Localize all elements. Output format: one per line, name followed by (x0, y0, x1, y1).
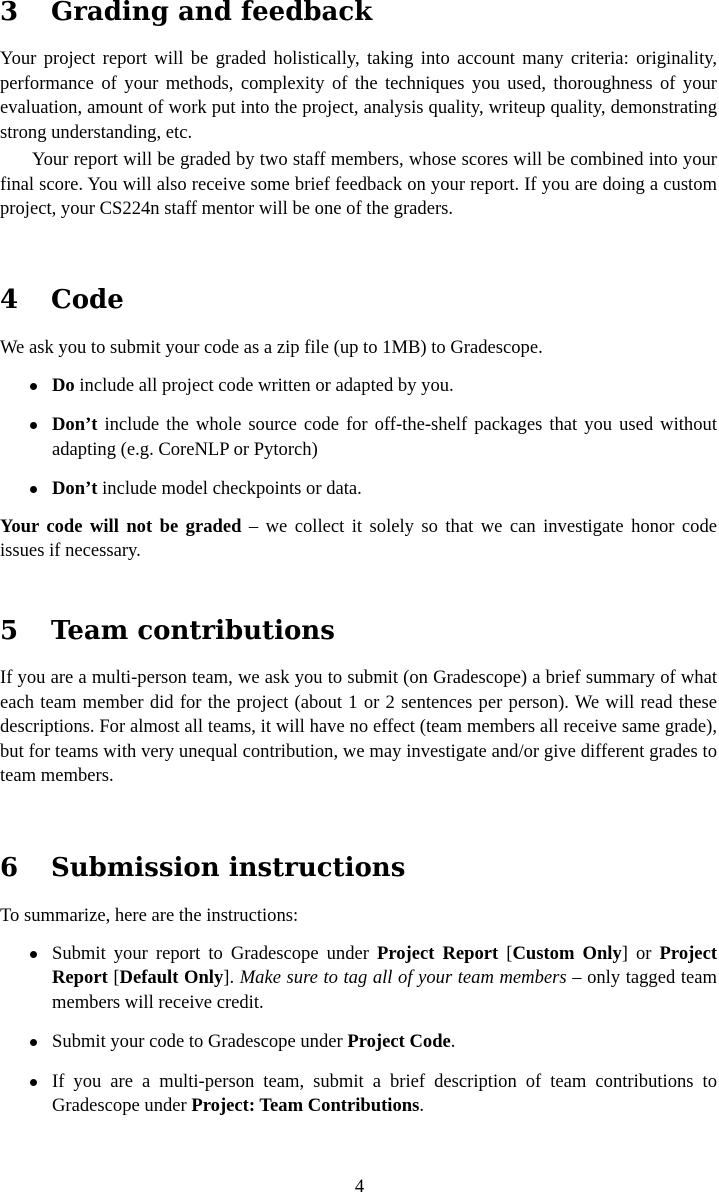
bullet-text: include the whole source code for off-the-shelf packages that you used without adapting (e.g. CoreNLP or Pytorch) (52, 414, 717, 460)
team-paragraph: If you are a multi-person team, we ask you to submit (on Gradescope) a brief summary of what each team member did for the project (about 1 or 2 sentences per person). We will read these descriptions. For almost all teams, it will have no effect (team members all receive same grade), but for teams with very unequal contribution, we may investigate and/or give different grades to team members. (0, 667, 717, 786)
section-title: Code (51, 285, 124, 315)
bullet-text: [ (498, 942, 513, 964)
bullet-emphasis: Default Only (119, 967, 224, 988)
bullet-icon (30, 422, 37, 429)
bullet-emphasis: Project Report (52, 942, 718, 988)
bullet-emphasis: Don’t (52, 414, 98, 435)
submission-body (0, 904, 717, 1119)
bullet-icon (30, 1039, 37, 1046)
section-heading (0, 0, 717, 27)
bullet-italic-note: Make sure to tag all of your team members (239, 967, 567, 988)
bullet-text: – only tagged team members will receive credit. (52, 967, 717, 1013)
bullet-emphasis: Project Report (376, 942, 499, 964)
bullet-text: . (419, 1095, 424, 1116)
section-title: Team contributions (51, 616, 335, 646)
grading-paragraph-2: Your report will be graded by two staff members, whose scores will be combined into your final score. You will also receive some brief feedback on your report. If you are doing a custom project, your CS224n staff mentor will be one of the graders. (0, 149, 717, 219)
code-closing (0, 515, 717, 564)
bullet-text: Submit your report to Gradescope under (52, 942, 377, 964)
bullet-emphasis: Do (52, 374, 75, 396)
code-bullet-item (0, 477, 717, 502)
submission-bullet-item (0, 942, 717, 1016)
bullet-icon (30, 383, 37, 390)
code-body (0, 336, 717, 564)
grading-body (0, 47, 717, 222)
submission-intro: To summarize, here are the instructions: (0, 905, 299, 926)
bullet-text: If you are a multi-person team, submit a brief description of team contributions to Gradescope under (52, 1070, 717, 1116)
bullet-emphasis: Project Code (347, 1031, 451, 1052)
bullet-text: include model checkpoints or data. (97, 478, 362, 499)
code-bullet-item (0, 413, 717, 462)
bullet-emphasis: Don’t (52, 478, 98, 499)
code-bullet-item (0, 374, 717, 399)
bullet-text: Submit your code to Gradescope under (52, 1031, 348, 1052)
code-intro: We ask you to submit your code as a zip file (up to 1MB) to Gradescope. (0, 337, 543, 358)
bullet-icon (30, 486, 37, 493)
section-number: 5 (0, 616, 19, 646)
bullet-text: include all project code written or adapted by you. (74, 374, 454, 396)
code-bullet-list (0, 374, 717, 502)
section-number: 4 (0, 285, 19, 315)
bullet-text: ] or (621, 942, 660, 964)
section-title: Submission instructions (51, 853, 406, 883)
code-closing-emphasis: Your code will not be graded (0, 515, 242, 537)
bullet-text: [ (107, 967, 120, 988)
section-submission (0, 853, 717, 883)
section-grading (0, 0, 717, 27)
bullet-emphasis: Project: Team Contributions (191, 1095, 420, 1116)
bullet-text: ]. (223, 967, 240, 988)
section-team (0, 616, 717, 646)
section-heading (0, 853, 717, 883)
page-number: 4 (354, 1176, 365, 1197)
submission-bullet-item (0, 1070, 717, 1119)
bullet-text: . (450, 1031, 456, 1052)
section-number: 6 (0, 853, 19, 883)
grading-paragraph-1: Your project report will be graded holistically, taking into account many criteria: originality, performance of your methods, complexity of the techniques you used, thoroughness of your evaluation, amount of work put into the project, analysis quality, writeup quality, demonstrating strong understanding, etc. (0, 48, 717, 143)
submission-bullet-item (0, 1030, 717, 1055)
bullet-icon (30, 951, 37, 958)
section-heading (0, 616, 717, 646)
code-closing-text: – we collect it solely so that we can investigate honor code issues if necessary. (0, 515, 718, 561)
submission-bullet-list (0, 942, 717, 1119)
section-code (0, 285, 717, 315)
team-body (0, 666, 717, 789)
section-number: 3 (0, 0, 19, 27)
section-heading (0, 285, 717, 315)
bullet-icon (30, 1079, 37, 1086)
section-title: Grading and feedback (51, 0, 373, 27)
bullet-emphasis: Custom Only (512, 942, 622, 964)
